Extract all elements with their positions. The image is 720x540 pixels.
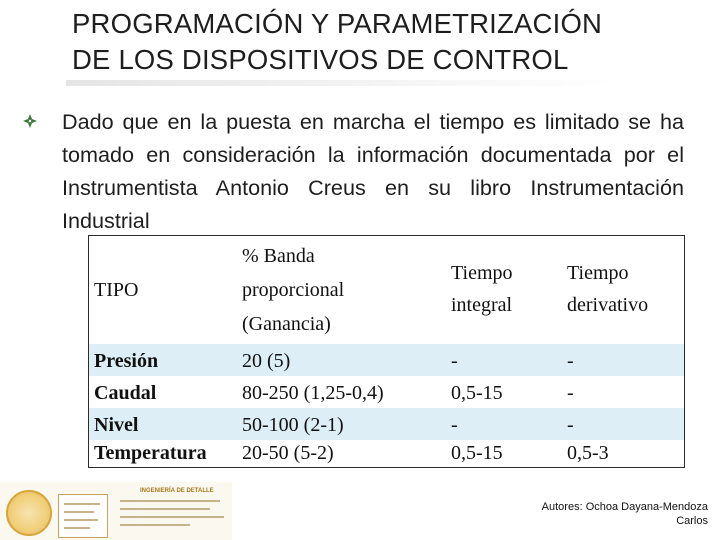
header-banda-line-1: % Banda [242,245,315,267]
cell-integral: 0,5-15 [451,442,503,464]
cell-tipo: Caudal [94,382,157,404]
cell-integral: - [451,350,458,372]
thumbnail-logo [6,490,52,536]
author-line-2: Carlos [676,515,708,527]
cell-integral: 0,5-15 [451,382,503,404]
table-row [89,344,684,376]
title-underline [66,80,618,86]
cell-banda: 50-100 (2-1) [242,414,344,436]
table-row [89,376,684,408]
diamond-bullet-icon [22,113,38,129]
header-banda-line-3: (Ganancia) [242,313,331,335]
cell-banda: 20-50 (5-2) [242,442,334,464]
thumbnail-heading: INGENIERÍA DE DETALLE [140,488,214,494]
cell-tipo: Presión [94,350,159,372]
body-paragraph: Dado que en la puesta en marcha el tiempo es limitado se ha tomado en consideración la información documentada por el Instrumentista Antonio Creus en su libro Instrumentación Industrial [62,109,684,233]
header-derivativo-line-2: derivativo [567,294,649,316]
table-row [89,408,684,440]
header-integral-line-1: Tiempo [451,262,513,284]
cell-integral: - [451,414,458,436]
header-banda-line-2: proporcional [242,279,345,301]
table-row [89,440,684,467]
pid-parameters-table [88,235,685,468]
author-credit [542,500,708,528]
author-line-1: Autores: Ochoa Dayana-Mendoza [541,501,708,513]
cell-derivativo: - [567,350,574,372]
cell-tipo: Nivel [94,414,139,436]
table-header-row [89,236,684,344]
cell-tipo: Temperatura [94,442,207,464]
title-line-1: PROGRAMACIÓN Y PARAMETRIZACIÓN [72,8,603,39]
header-tipo: TIPO [94,279,139,301]
footer-thumbnail-image [0,482,232,540]
thumbnail-box [58,494,108,538]
cell-derivativo: - [567,414,574,436]
header-derivativo-line-1: Tiempo [567,262,629,284]
header-integral-line-2: integral [451,294,513,316]
cell-banda: 80-250 (1,25-0,4) [242,382,384,404]
title-line-2: DE LOS DISPOSITIVOS DE CONTROL [72,44,569,75]
cell-derivativo: 0,5-3 [567,442,609,464]
cell-banda: 20 (5) [242,350,291,372]
slide-title [72,6,712,78]
cell-derivativo: - [567,382,574,404]
